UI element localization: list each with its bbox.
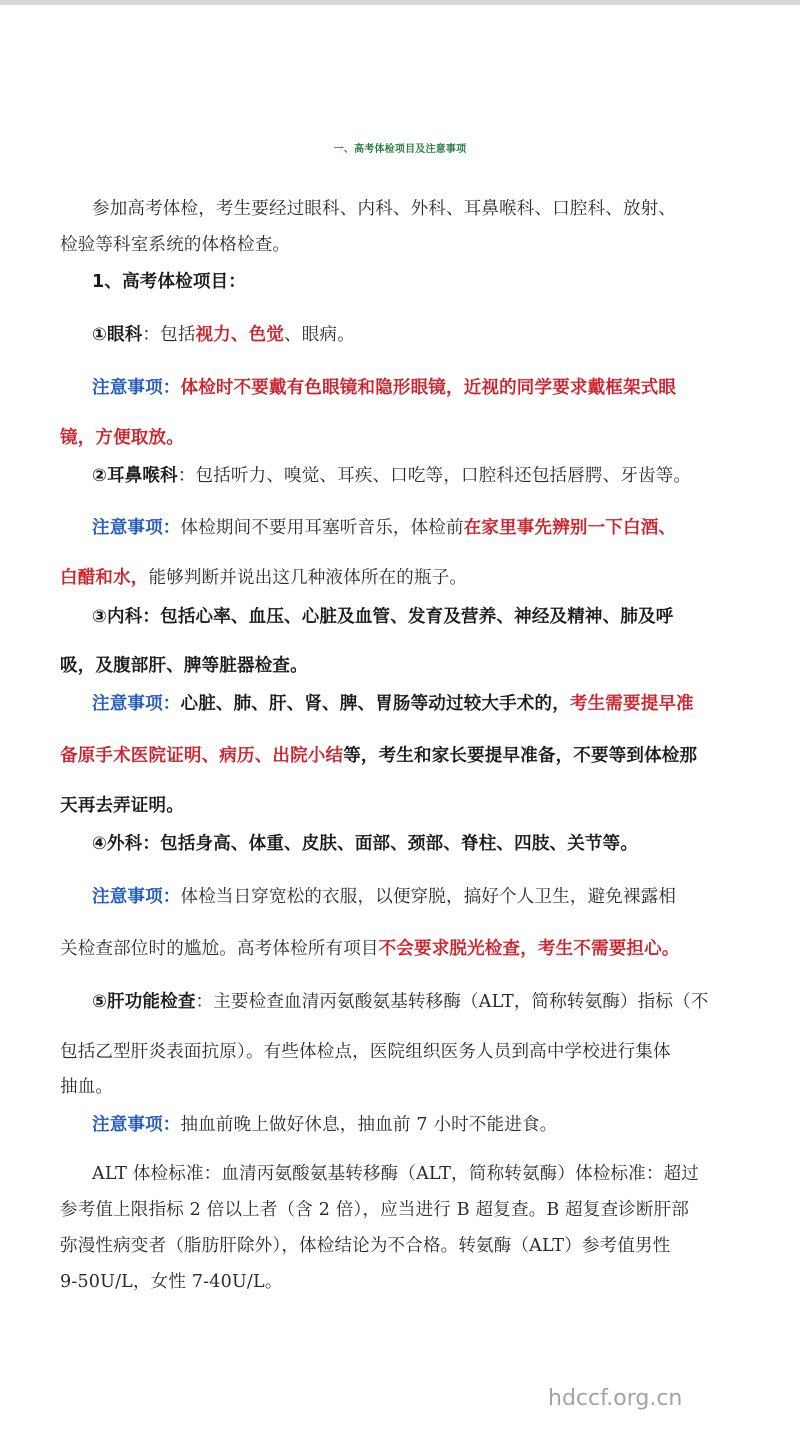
ent-note-label: 注意事项： [92,518,181,538]
ent-note-highlight-2: 白醋和水， [60,568,149,588]
liver-note-label: 注意事项： [92,1115,181,1135]
ent-note-line-1 [92,514,676,539]
ent-note-pre: 体检期间不要用耳塞听音乐，体检前 [180,518,464,538]
ent-note-highlight-1: 在家里事先辨别一下白酒、 [463,518,677,538]
page-title: 一、高考体检项目及注意事项 [333,144,467,155]
surgery-line: ④外科：包括身高、体重、皮肤、面部、颈部、脊柱、四肢、关节等。 [92,834,639,854]
internal-note-highlight-2: 备原手术医院证明、病历、出院小结 [60,746,344,766]
alt-line-1: ALT 体检标准：血清丙氨酸氨基转移酶（ALT，简称转氨酶）体检标准：超过 [92,1164,699,1184]
internal-note-label: 注意事项： [92,694,181,714]
internal-note-text-2: 等，考生和家长要提早准备，不要等到体检那 [343,746,698,766]
watermark-text: hdccf.org.cn [548,1386,683,1411]
alt-line-2: 参考值上限指标 2 倍以上者（含 2 倍），应当进行 B 超复查。B 超复查诊断肝部 [60,1200,690,1220]
eye-highlight: 视力、色觉 [195,325,285,345]
eye-pre: ：包括 [142,325,196,345]
internal-note-line-2 [60,742,697,767]
surgery-note-line-2 [60,935,680,960]
liver-text: ：主要检查血清丙氨酸氨基转移酶（ALT，简称转氨酶）指标（不 [195,992,709,1012]
surgery-note-highlight: 不会要求脱光检查，考生不需要担心。 [378,939,680,959]
intro-line-2: 检验等科室系统的体格检查。 [60,235,291,255]
internal-line-1: ③内科：包括心率、血压、心脏及血管、发育及营养、神经及精神、肺及呼 [92,607,674,627]
internal-note-line-1 [92,690,694,715]
eye-note-line-1 [92,374,676,399]
eye-note-line-2: 镜，方便取放。 [60,428,184,448]
liver-note-text: 抽血前晚上做好休息，抽血前 7 小时不能进食。 [180,1115,558,1135]
liver-label: ⑤肝功能检查 [92,992,196,1012]
surgery-note-text: 体检当日穿宽松的衣服，以便穿脱，搞好个人卫生，避免裸露相 [180,887,677,907]
ent-note-line-2 [60,564,467,589]
ent-text: ：包括听力、嗅觉、耳疾、口吃等，口腔科还包括唇腭、牙齿等。 [177,466,692,486]
liver-line-3: 抽血。 [60,1077,114,1097]
eye-item [92,321,355,346]
liver-line-2: 包括乙型肝炎表面抗原）。有些体检点，医院组织医务人员到高中学校进行集体 [60,1042,671,1062]
eye-post: 、眼病。 [284,325,355,345]
section-heading: 1、高考体检项目： [92,272,246,292]
internal-line-2: 吸，及腹部肝、脾等脏器检查。 [60,656,308,676]
intro-line-1: 参加高考体检，考生要经过眼科、内科、外科、耳鼻喉科、口腔科、放射、 [92,199,677,219]
eye-label: ①眼科 [92,325,143,345]
internal-note-line-3: 天再去弄证明。 [60,796,184,816]
liver-note-line [92,1111,557,1136]
surgery-note-line-1 [92,883,676,908]
eye-note-label: 注意事项： [92,378,181,398]
ent-label: ②耳鼻喉科 [92,466,178,486]
ent-note-post: 能够判断并说出这几种液体所在的瓶子。 [148,568,468,588]
alt-line-3: 弥漫性病变者（脂肪肝除外），体检结论为不合格。转氨酶（ALT）参考值男性 [60,1236,671,1256]
surgery-note-pre: 关检查部位时的尴尬。高考体检所有项目 [60,939,379,959]
ent-item [92,462,691,487]
eye-note-text: 体检时不要戴有色眼镜和隐形眼镜，近视的同学要求戴框架式眼 [180,378,677,398]
alt-line-4: 9-50U/L，女性 7-40U/L。 [60,1272,283,1292]
liver-line-1 [92,988,709,1013]
surgery-note-label: 注意事项： [92,887,181,907]
internal-note-text: 心脏、肺、肝、肾、脾、胃肠等动过较大手术的， [180,694,570,714]
internal-note-highlight-1: 考生需要提早准 [569,694,694,714]
